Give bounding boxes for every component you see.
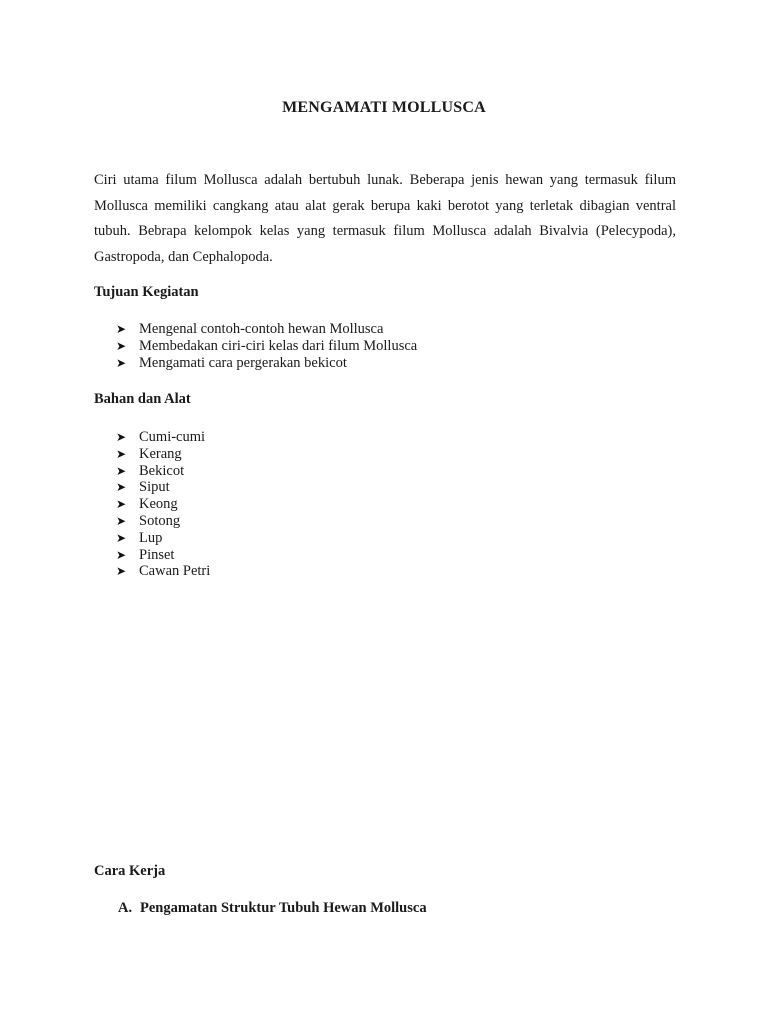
list-item bbox=[116, 429, 210, 446]
intro-paragraph: Ciri utama filum Mollusca adalah bertubuh lunak. Beberapa jenis hewan yang termasuk filum Mollusca memiliki cangkang atau alat gerak berupa kaki berotot yang terletak dibagian ventral tubuh. Bebrapa kelompok kelas yang termasuk filum Mollusca adalah Bivalvia (Pelecypoda), Gastropoda, dan Cephalopoda. bbox=[94, 172, 676, 265]
arrowhead-bullet-icon: ➤ bbox=[116, 530, 127, 545]
sub-heading-pengamatan bbox=[118, 900, 427, 917]
page-title: MENGAMATI MOLLUSCA bbox=[282, 98, 486, 116]
list-item-text: Bekicot bbox=[139, 462, 185, 479]
list-item bbox=[116, 479, 210, 496]
arrowhead-bullet-icon: ➤ bbox=[116, 446, 127, 461]
arrowhead-bullet-icon: ➤ bbox=[116, 355, 127, 370]
sub-heading-text: Pengamatan Struktur Tubuh Hewan Mollusca bbox=[140, 900, 427, 916]
list-item-text: Mengenal contoh-contoh hewan Mollusca bbox=[139, 321, 384, 337]
list-item-text: Membedakan ciri-ciri kelas dari filum Mollusca bbox=[139, 337, 418, 354]
list-item-text: Pinset bbox=[139, 546, 175, 563]
section-heading-cara-kerja: Cara Kerja bbox=[94, 863, 166, 879]
arrowhead-bullet-icon: ➤ bbox=[116, 497, 127, 512]
list-item-text: Cumi-cumi bbox=[139, 429, 206, 445]
list-item bbox=[116, 463, 210, 480]
list-item-text: Sotong bbox=[139, 512, 181, 529]
list-item bbox=[116, 530, 210, 547]
arrowhead-bullet-icon: ➤ bbox=[116, 463, 127, 478]
arrowhead-bullet-icon: ➤ bbox=[116, 338, 127, 353]
list-item bbox=[116, 547, 210, 564]
list-item bbox=[116, 446, 210, 463]
list-item bbox=[116, 513, 210, 530]
arrowhead-bullet-icon: ➤ bbox=[116, 480, 127, 495]
list-item bbox=[116, 563, 210, 580]
section-heading-bahan: Bahan dan Alat bbox=[94, 391, 191, 407]
list-item bbox=[116, 496, 210, 513]
sub-heading-letter: A. bbox=[118, 900, 133, 916]
list-item-text: Siput bbox=[139, 479, 170, 496]
list-item bbox=[116, 355, 417, 372]
section-heading-tujuan: Tujuan Kegiatan bbox=[94, 284, 199, 300]
arrowhead-bullet-icon: ➤ bbox=[116, 322, 127, 336]
list-item-text: Mengamati cara pergerakan bekicot bbox=[139, 354, 347, 371]
arrowhead-bullet-icon: ➤ bbox=[116, 564, 127, 579]
arrowhead-bullet-icon: ➤ bbox=[116, 513, 127, 528]
list-item bbox=[116, 321, 417, 338]
tujuan-list bbox=[116, 321, 417, 371]
list-item bbox=[116, 338, 417, 355]
bahan-list bbox=[116, 429, 210, 580]
arrowhead-bullet-icon: ➤ bbox=[116, 547, 127, 562]
list-item-text: Cawan Petri bbox=[139, 563, 211, 580]
list-item-text: Kerang bbox=[139, 445, 182, 462]
arrowhead-bullet-icon: ➤ bbox=[116, 430, 127, 444]
list-item-text: Lup bbox=[139, 529, 163, 546]
list-item-text: Keong bbox=[139, 496, 178, 513]
